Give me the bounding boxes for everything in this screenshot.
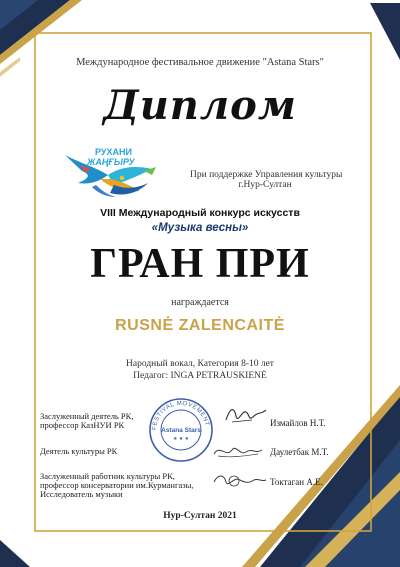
diploma-title: Диплом	[103, 82, 297, 129]
support-line1: При поддержке Управления культуры	[190, 170, 343, 180]
stamp-stars-icon: ★ ★ ★	[173, 437, 189, 442]
signatory-3-name: Токтаган А.Е.	[270, 477, 323, 487]
stamp-center-text: Astana Stars	[161, 427, 201, 434]
support-line2: г.Нур-Султан	[238, 180, 292, 190]
stamp-outer-text: FESTIVAL MOVEMENT	[151, 400, 210, 431]
teacher-detail: Педагог: INGA PETRAUSKIENĖ	[133, 371, 267, 381]
movement-name: Международное фестивальное движение "Astana Stars"	[76, 57, 324, 68]
astana-stars-stamp	[148, 397, 214, 463]
signature-2-mark	[210, 440, 264, 462]
signatory-2-name: Даулетбак М.Т.	[270, 447, 329, 457]
rukhani-zhangyru-logo	[60, 145, 175, 200]
signatory-2-title: Деятель культуры РК	[40, 446, 118, 456]
city-year: Нур-Султан 2021	[163, 511, 237, 521]
contest-name: VIII Международный конкурс искусств	[100, 207, 300, 219]
signatory-1-title: Заслуженный деятель РК, профессор КазНУИ РК	[40, 411, 134, 430]
signatory-1-name: Измайлов Н.Т.	[270, 418, 326, 428]
award-title: ГРАН ПРИ	[90, 241, 310, 287]
contest-subtitle: «Музыка весны»	[151, 222, 249, 234]
category-detail: Народный вокал, Категория 8-10 лет	[126, 359, 274, 369]
awarded-text: награждается	[171, 297, 229, 308]
signatory-3-title: Заслуженный работник культуры РК, профессор консерватории им.Курмангазы, Исследователь музыки	[40, 471, 194, 499]
logo-line2: ЖАҢҒЫРУ	[87, 157, 135, 167]
support-text	[190, 170, 343, 190]
signature-3-mark	[210, 470, 268, 492]
signature-1-mark	[222, 402, 268, 428]
logo-line1: РУХАНИ	[95, 147, 132, 157]
recipient-name: RUSNĖ ZALENCAITĖ	[115, 317, 285, 334]
